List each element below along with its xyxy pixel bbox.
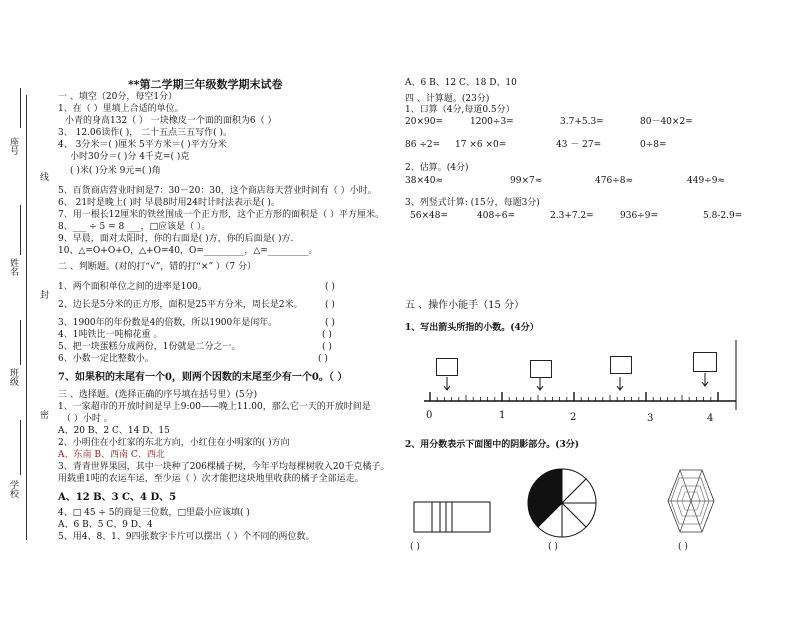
choice-5: 5、用4、8、1、9四张数字卡片可以摆出（ ）个不同的两位数。 bbox=[58, 532, 315, 542]
operate-2-heading: 2、用分数表示下面图中的阴影部分。(3分) bbox=[405, 440, 580, 450]
estimate-item: 38×40≈ bbox=[405, 176, 443, 186]
ruler-label: 0 bbox=[426, 410, 433, 421]
choice-4-options: A、6 B、5 C、9 D、4 bbox=[58, 520, 153, 530]
choice-1-cont: （ ）小时 。 bbox=[62, 414, 113, 424]
q1-3: 3、 12.06读作( )， 二十五点三五写作( )。 bbox=[58, 128, 232, 138]
oral-calc-item: 0÷8= bbox=[640, 140, 667, 150]
section-2-heading: 二 、判断题。(对的打“√”，错的打“×” ）（7 分） bbox=[58, 262, 257, 272]
ruler-label: 4 bbox=[707, 413, 714, 424]
oral-calc-item: 80－40×2= bbox=[640, 117, 693, 127]
choice-3: 3、青青世界果园，其中一块种了206棵橘子树，今年平均每棵树收入20千克橘子。 bbox=[58, 462, 390, 472]
ruler-label: 3 bbox=[647, 413, 654, 424]
exam-no-label: 座号 bbox=[8, 137, 18, 155]
answer-blank[interactable]: ( ) bbox=[548, 542, 558, 552]
close-char: 密 bbox=[38, 410, 48, 419]
judge-6: 6、小数一定比整数小。 bbox=[58, 354, 154, 364]
page-title: **第二学期三年级数学期末试卷 bbox=[128, 78, 283, 91]
judge-7: 7、如果积的末尾有一个0，则两个因数的末尾至少有一个0。（ ） bbox=[58, 372, 348, 383]
judge-6-answer: ( ) bbox=[318, 354, 328, 364]
class-label: 班级 bbox=[8, 368, 18, 386]
q1-9: 9、早晨，面对太阳时，你的右面是( )方，你的后面是( )方. bbox=[58, 234, 294, 244]
judge-3-answer: ( ) bbox=[325, 318, 335, 328]
circle-fraction-figure bbox=[528, 469, 596, 537]
q1-10: 10、△=O+O+O，△+O=40，O=_________，△=_________。 bbox=[58, 246, 318, 256]
oral-calc-item: 3.7+5.3= bbox=[560, 117, 604, 127]
oral-calc-item: 1200÷3= bbox=[470, 117, 514, 127]
vertical-calc-item: 408÷6= bbox=[477, 211, 515, 221]
q1-5: 5、百货商店营业时间是7：30－20：30，这个商店每天营业时间有（ ）小时。 bbox=[58, 186, 377, 196]
oral-calc-item: 86 ÷2= bbox=[405, 140, 441, 150]
judge-4: 4、1吨铁比一吨棉花重 。 bbox=[58, 330, 163, 340]
line-char: 线 bbox=[38, 172, 48, 181]
choice-3-cont: 用载重1吨的农运车运，至少运（ ）次才能把这块地里收获的橘子全部运走。 bbox=[58, 474, 364, 484]
choice-1: 1、一家超市的开放时间是早上9:00——晚上11.00，那么它一天的开放时间是 bbox=[58, 402, 371, 412]
vertical-calc-item: 56×48= bbox=[410, 211, 448, 221]
vertical-calc-item: 2.3+7.2= bbox=[550, 211, 594, 221]
answer-blank[interactable]: ( ) bbox=[410, 542, 420, 552]
oral-calc-item: 17 ×6 ×0= bbox=[455, 140, 507, 150]
vertical-calc-item: 5.8-2.9= bbox=[703, 211, 743, 221]
q1-4a: 4、 3分米＝( )厘米 5平方米＝( )平方分米 bbox=[58, 140, 227, 150]
judge-5-answer: ( ) bbox=[322, 342, 332, 352]
operate-1-heading: 1、写出箭头所指的小数。(4分） bbox=[405, 323, 539, 333]
section-5-heading: 五 、操作小能手（15 分） bbox=[405, 300, 525, 311]
oral-calc-item: 43 － 27= bbox=[556, 140, 602, 150]
section-3-heading: 三 、选择题。(选择正确的序号填在括号里）(5分) bbox=[58, 390, 258, 400]
choice-2: 2、小明住在小红家的东北方向，小红住在小明家的( )方向 bbox=[58, 438, 290, 448]
section-1-heading: 一 、填空（20分，每空1分） bbox=[58, 92, 178, 102]
school-label: 学校 bbox=[8, 480, 18, 498]
calc-1-heading: 1、口算（4分,每道0.5分） bbox=[405, 105, 515, 115]
q1-1-items: 小青的身高132（ ） 一块橡皮一个面的面积为6（ ） bbox=[65, 116, 277, 126]
judge-4-answer: ( ) bbox=[322, 330, 332, 340]
hexagon-fraction-figure bbox=[668, 470, 714, 532]
choice-3-options: A、12 B、3 C、4 D、5 bbox=[58, 492, 177, 503]
q1-1: 1、在（ ）里填上合适的单位。 bbox=[58, 104, 184, 114]
judge-2: 2、边长是5分米的正方形，面积是25平方分米，周长是2米。 bbox=[58, 300, 303, 310]
q1-4b: 小时30分＝( )分 4千克=( )克 bbox=[70, 152, 190, 162]
q1-4c: ( )米( )分米 9元=( )角 bbox=[70, 166, 161, 176]
estimate-item: 99×7≈ bbox=[510, 176, 543, 186]
judge-1-answer: ( ) bbox=[325, 282, 335, 292]
choice-4: 4、□ 45 ÷ 5的商是三位数，□里最小应该填( ) bbox=[58, 508, 250, 518]
calc-2-heading: 2、估算。(4分) bbox=[405, 163, 469, 173]
calc-3-heading: 3、列竖式计算: (15分，每题3分) bbox=[405, 198, 540, 208]
choice-1-options: A、20 B、2 C、14 D、15 bbox=[58, 426, 170, 436]
rectangle-fraction-figure bbox=[414, 502, 490, 532]
q1-7: 7、用一根长12厘米的铁丝围成一个正方形，这个正方形的面积是（ ）平方厘米。 bbox=[58, 210, 385, 220]
q1-6: 6、 21时是晚上( )时 早晨8时用24时计时法表示是( )。 bbox=[58, 198, 280, 208]
section-4-heading: 四 、计算题。(23分) bbox=[405, 94, 490, 104]
judge-5: 5、把一块蛋糕分成两份，1份就是二分之一。 bbox=[58, 342, 241, 352]
vertical-calc-item: 936÷9= bbox=[620, 211, 658, 221]
choice-5-options: A、6 B、12 C、18 D、10 bbox=[405, 78, 517, 88]
answer-blank[interactable]: ( ) bbox=[678, 542, 688, 552]
judge-3: 3、1900年的年份数是4的倍数，所以1900年是闰年。 bbox=[58, 318, 278, 328]
seal-char: 封 bbox=[38, 290, 48, 299]
estimate-item: 449÷9≈ bbox=[687, 176, 725, 186]
judge-2-answer: ( ) bbox=[325, 300, 335, 310]
ruler-label: 1 bbox=[499, 410, 506, 421]
oral-calc-item: 20×90= bbox=[405, 117, 443, 127]
name-label: 姓名 bbox=[8, 258, 18, 276]
q1-8: 8、___ ÷ 5 = 8 ___，□应该是（ ）。 bbox=[58, 222, 211, 232]
judge-1: 1、两个面积单位之间的进率是100。 bbox=[58, 282, 207, 292]
estimate-item: 476÷8≈ bbox=[595, 176, 633, 186]
ruler-label: 2 bbox=[570, 412, 577, 423]
choice-2-options: A、东南 B、西南 C、西北 bbox=[58, 450, 165, 460]
